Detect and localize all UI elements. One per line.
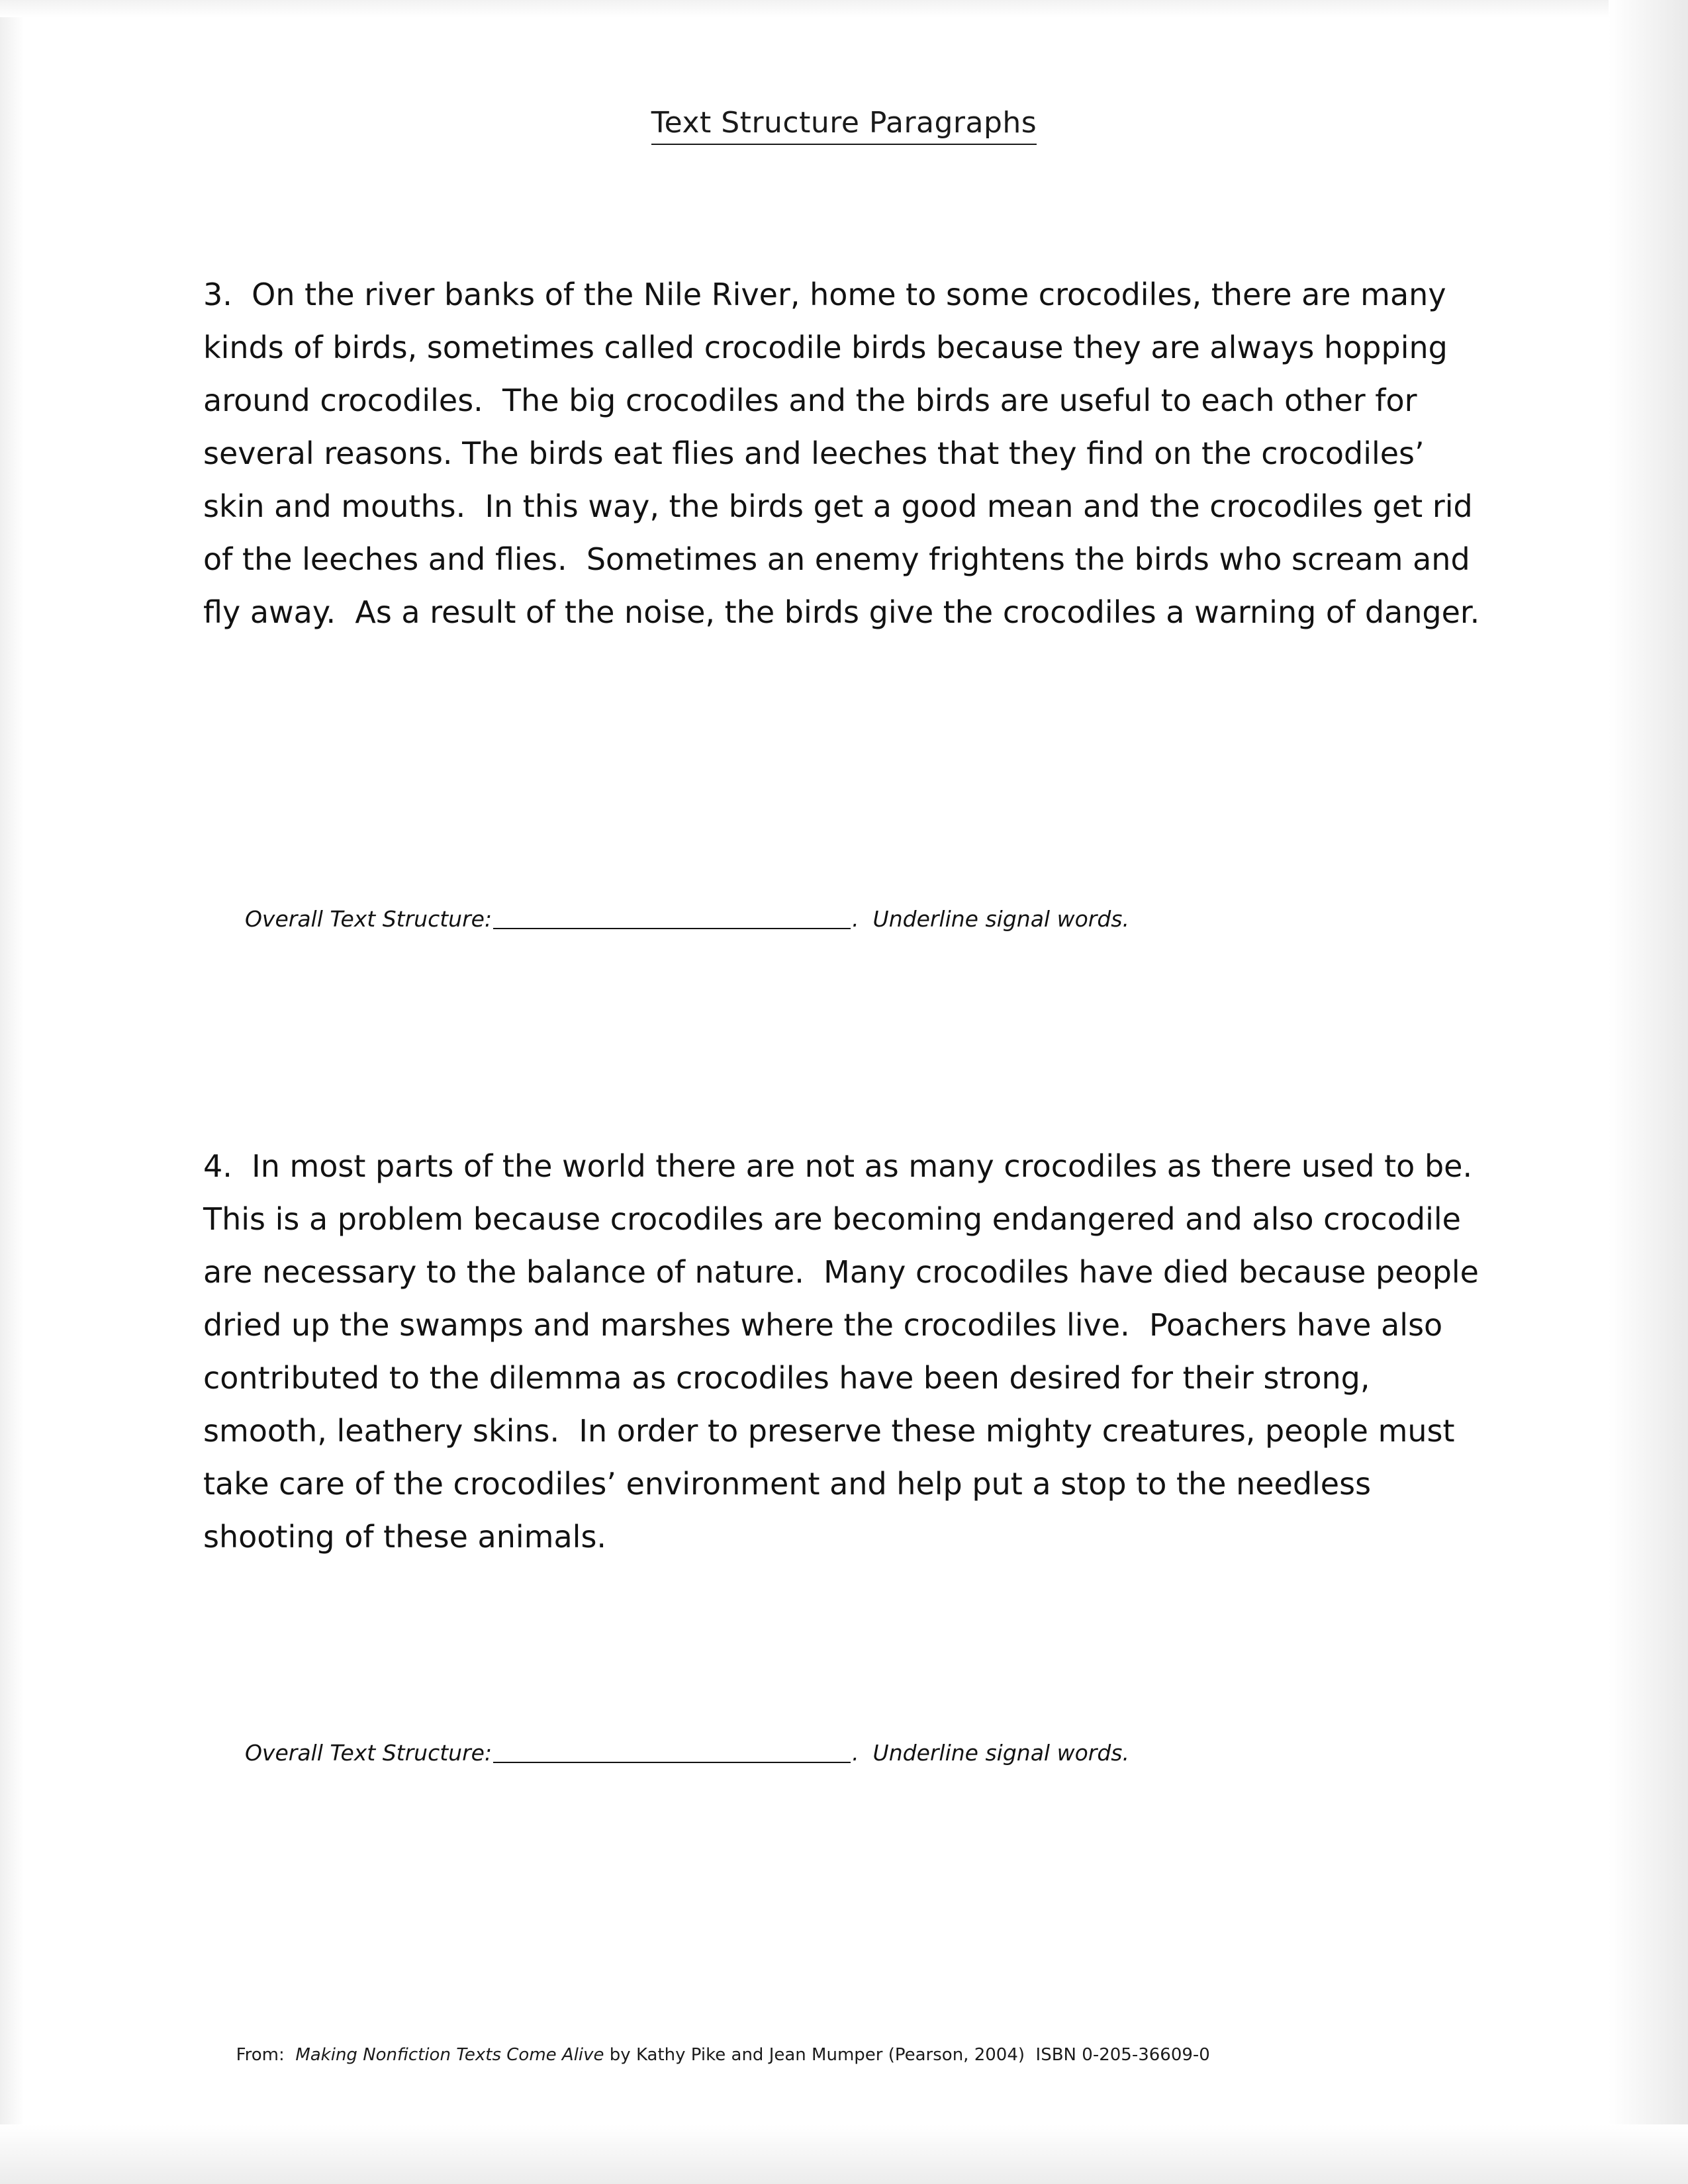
- answer-prompt-4: [203, 1714, 1129, 1792]
- answer-blank-4[interactable]: [493, 1742, 851, 1763]
- answer-blank-3[interactable]: [493, 908, 851, 929]
- source-title: Making Nonfiction Texts Come Alive: [295, 2045, 604, 2065]
- page-title: [0, 106, 1688, 140]
- answer-prompt-4-suffix: . Underline signal words.: [852, 1740, 1129, 1766]
- paragraph-3-body: 3. On the river banks of the Nile River, home to some crocodiles, there are many kinds of birds, sometimes called crocodile birds because they are always hopping around crocodiles. The big crocodiles and the birds are useful to each other for several reasons. The birds eat flies and leeches that they find on the crocodiles’ skin and mouths. In this way, the birds get a good mean and the crocodiles get rid of the leeches and flies. Sometimes an enemy frightens the birds who scream and fly away. As a result of the noise, the birds give the crocodiles a warning of danger.: [203, 277, 1483, 630]
- paragraph-4-body: 4. In most parts of the world there are not as many crocodiles as there used to be. This is a problem because crocodiles are becoming endangered and also crocodile are necessary to the balance of nature. Many crocodiles have died because people dried up the swamps and marshes where the crocodiles live. Poachers have also contributed to the dilemma as crocodiles have been desired for their strong, smooth, leathery skins. In order to preserve these mighty creatures, people must take care of the crocodiles’ environment and help put a stop to the needless shooting of these animals.: [203, 1148, 1492, 1555]
- answer-prompt-3-label: Overall Text Structure:: [244, 906, 492, 932]
- source-citation: [203, 2025, 1210, 2085]
- source-prefix: From:: [236, 2045, 296, 2065]
- source-rest: by Kathy Pike and Jean Mumper (Pearson, 2004) ISBN 0-205-36609-0: [604, 2045, 1210, 2065]
- answer-prompt-3: [203, 880, 1129, 958]
- page-title-text: Text Structure Paragraphs: [651, 106, 1037, 145]
- answer-prompt-4-label: Overall Text Structure:: [244, 1740, 492, 1766]
- answer-prompt-3-suffix: . Underline signal words.: [852, 906, 1129, 932]
